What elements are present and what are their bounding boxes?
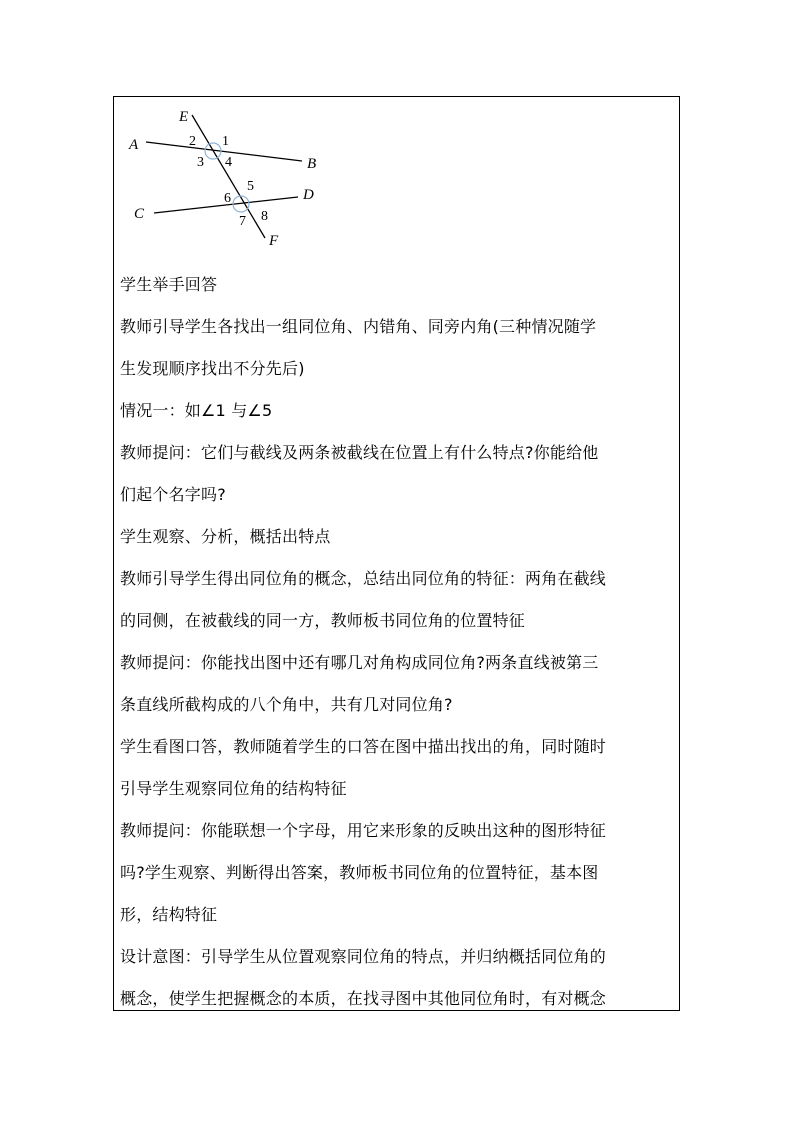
text-line: 形，结构特征 xyxy=(120,905,218,924)
text-line: 概念，使学生把握概念的本质，在找寻图中其他同位角时，有对概念 xyxy=(120,989,607,1008)
text-line: 设计意图：引导学生从位置观察同位角的特点，并归纳概括同位角的 xyxy=(120,947,607,966)
text-line: 教师引导学生各找出一组同位角、内错角、同旁内角(三种情况随学 xyxy=(120,317,597,336)
angle-label-7: 7 xyxy=(239,214,246,229)
text-line: 的同侧，在被截线的同一方，教师板书同位角的位置特征 xyxy=(120,611,526,630)
angle-label-2: 2 xyxy=(189,134,196,149)
label-c: C xyxy=(134,206,145,222)
text-line: 学生举手回答 xyxy=(120,275,218,294)
angle-label-1: 1 xyxy=(222,134,229,149)
text-line: 教师提问：它们与截线及两条被截线在位置上有什么特点?你能给他 xyxy=(120,443,599,462)
angle-label-3: 3 xyxy=(197,155,204,170)
text-line: 教师提问：你能联想一个字母，用它来形象的反映出这种的图形特征 xyxy=(120,821,607,840)
transversal-diagram xyxy=(126,103,326,253)
text-line: 学生观察、分析，概括出特点 xyxy=(120,527,331,546)
label-b: B xyxy=(307,156,317,172)
text-line: 情况一：如∠1 与∠5 xyxy=(120,401,273,420)
label-f: F xyxy=(269,233,279,249)
text-line: 吗?学生观察、判断得出答案，教师板书同位角的位置特征，基本图 xyxy=(120,863,599,882)
text-line: 引导学生观察同位角的结构特征 xyxy=(120,779,347,798)
text-line: 学生看图口答，教师随着学生的口答在图中描出找出的角，同时随时 xyxy=(120,737,607,756)
text-line: 生发现顺序找出不分先后) xyxy=(120,359,305,378)
text-line: 条直线所截构成的八个角中，共有几对同位角? xyxy=(120,695,453,714)
lesson-text xyxy=(120,264,678,1020)
text-line: 教师引导学生得出同位角的概念，总结出同位角的特征：两角在截线 xyxy=(120,569,607,588)
geometry-figure xyxy=(126,103,326,253)
angle-label-5: 5 xyxy=(247,179,254,194)
angle-label-6: 6 xyxy=(224,191,231,206)
text-line: 教师提问：你能找出图中还有哪几对角构成同位角?两条直线被第三 xyxy=(120,653,599,672)
angle-label-8: 8 xyxy=(261,209,268,224)
text-line: 们起个名字吗? xyxy=(120,485,226,504)
label-d: D xyxy=(303,187,314,203)
angle-label-4: 4 xyxy=(225,155,232,170)
label-e: E xyxy=(179,109,189,125)
label-a: A xyxy=(129,137,139,153)
